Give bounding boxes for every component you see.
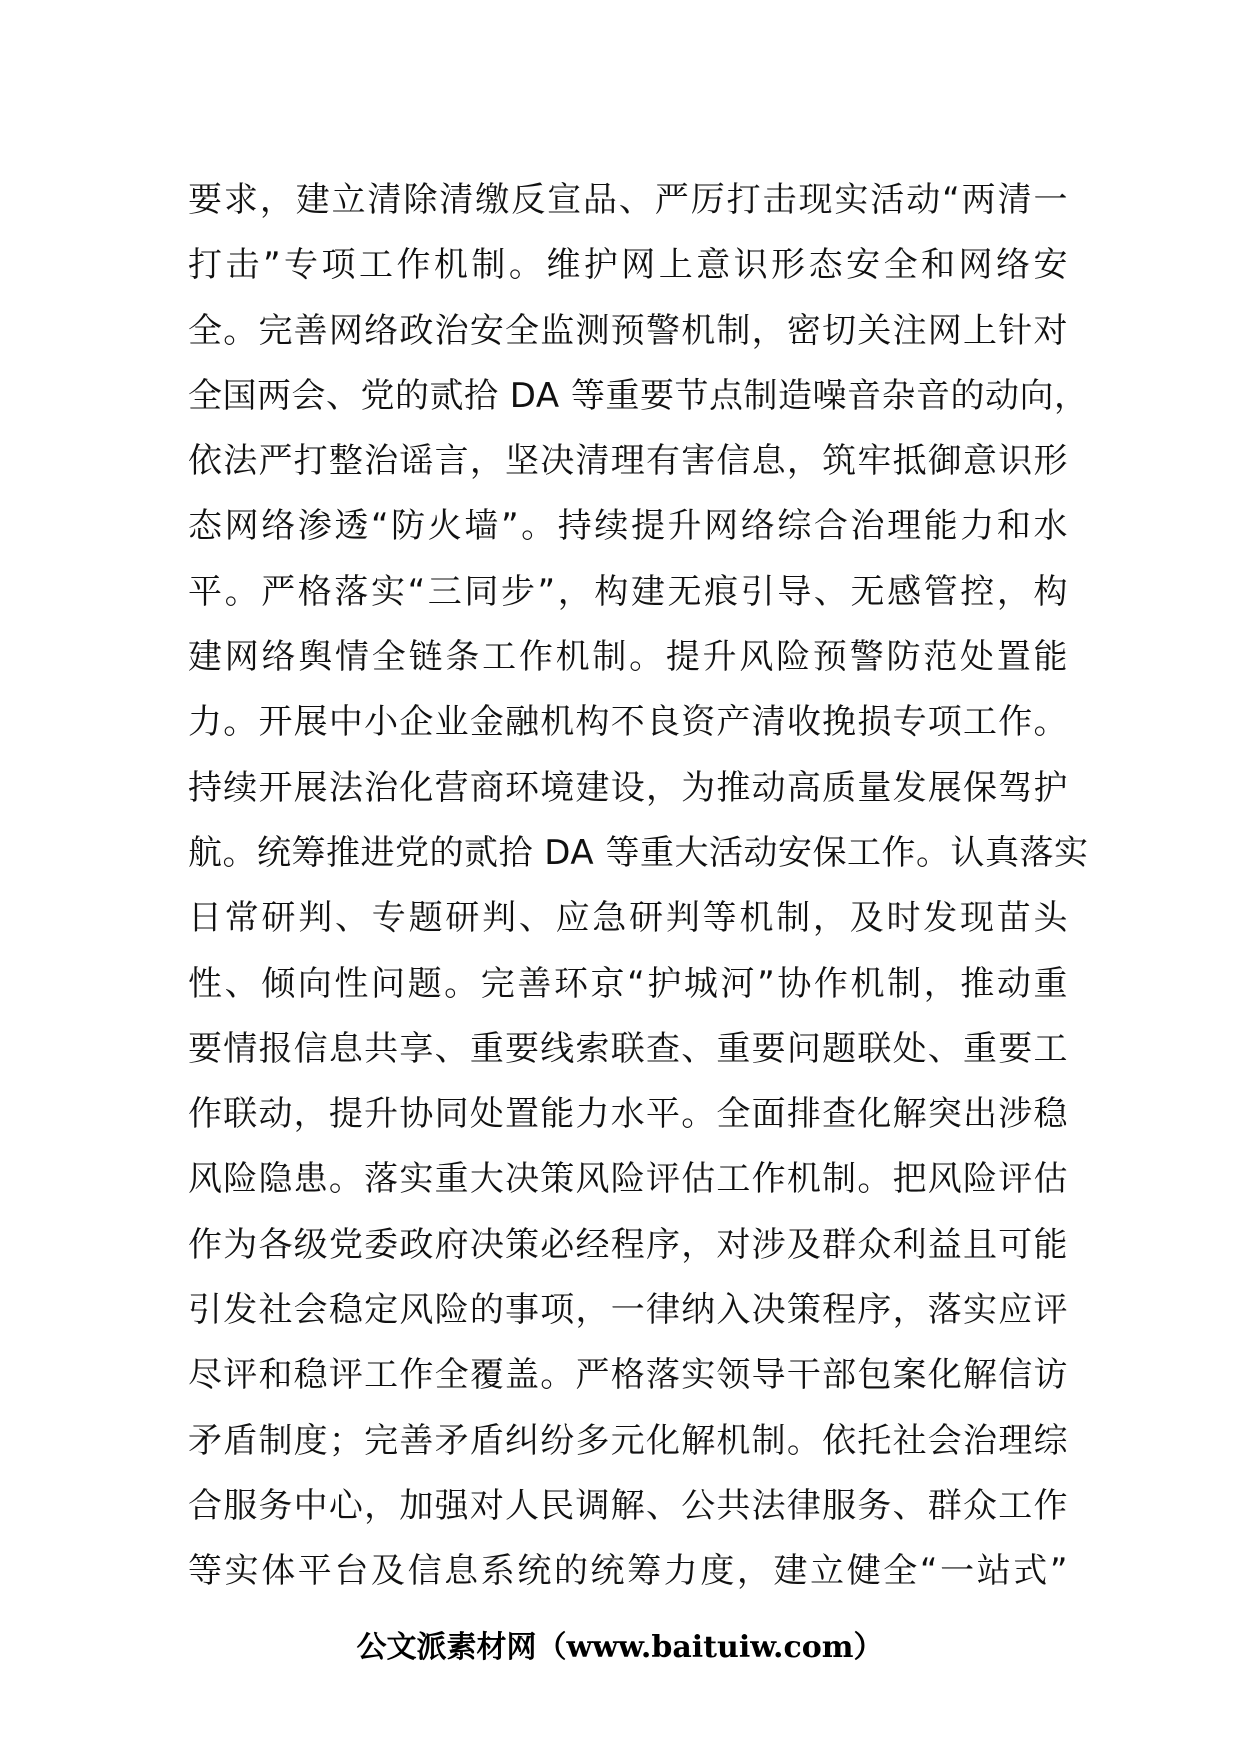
text-line: 引发社会稳定风险的事项，一律纳入决策程序，落实应评	[188, 1290, 1068, 1331]
text-line: 要情报信息共享、重要线索联查、重要问题联处、重要工	[188, 1028, 1068, 1069]
text-line: 作为各级党委政府决策必经程序，对涉及群众利益且可能	[188, 1224, 1068, 1265]
text-line: 全。完善网络政治安全监测预警机制，密切关注网上针对	[188, 310, 1068, 351]
text-line: 持续开展法治化营商环境建设，为推动高质量发展保驾护	[188, 767, 1068, 808]
text-line: 合服务中心，加强对人民调解、公共法律服务、群众工作	[188, 1485, 1068, 1526]
text-line: 依法严打整治谣言，坚决清理有害信息，筑牢抵御意识形	[188, 441, 1068, 482]
text-line: 风险隐患。落实重大决策风险评估工作机制。把风险评估	[188, 1159, 1068, 1200]
text-line: 要求，建立清除清缴反宣品、严厉打击现实活动“两清一	[188, 180, 1068, 220]
document-body	[188, 168, 1089, 1605]
text-line: 全国两会、党的贰拾 DA 等重要节点制造噪音杂音的动向，	[188, 375, 1089, 416]
text-line: 平。严格落实“三同步”，构建无痕引导、无感管控，构	[188, 571, 1068, 612]
text-line: 作联动，提升协同处置能力水平。全面排查化解突出涉稳	[188, 1094, 1068, 1135]
text-line: 态网络渗透“防火墙”。持续提升网络综合治理能力和水	[188, 506, 1068, 547]
text-line: 性、倾向性问题。完善环京“护城河”协作机制，推动重	[188, 963, 1068, 1004]
text-line: 尽评和稳评工作全覆盖。严格落实领导干部包案化解信访	[188, 1355, 1068, 1396]
text-line: 日常研判、专题研判、应急研判等机制，及时发现苗头	[188, 898, 1068, 939]
text-line: 矛盾制度；完善矛盾纠纷多元化解机制。依托社会治理综	[188, 1420, 1068, 1461]
text-line: 等实体平台及信息系统的统筹力度，建立健全“一站式”	[188, 1551, 1068, 1592]
text-line: 建网络舆情全链条工作机制。提升风险预警防范处置能	[188, 637, 1068, 678]
text-line: 打击”专项工作机制。维护网上意识形态安全和网络安	[188, 245, 1068, 286]
text-line: 力。开展中小企业金融机构不良资产清收挽损专项工作。	[188, 702, 1068, 743]
page-footer-watermark: 公文派素材网（www.baituiw.com）	[356, 1630, 884, 1665]
text-line: 航。统筹推进党的贰拾 DA 等重大活动安保工作。认真落实	[188, 832, 1089, 873]
